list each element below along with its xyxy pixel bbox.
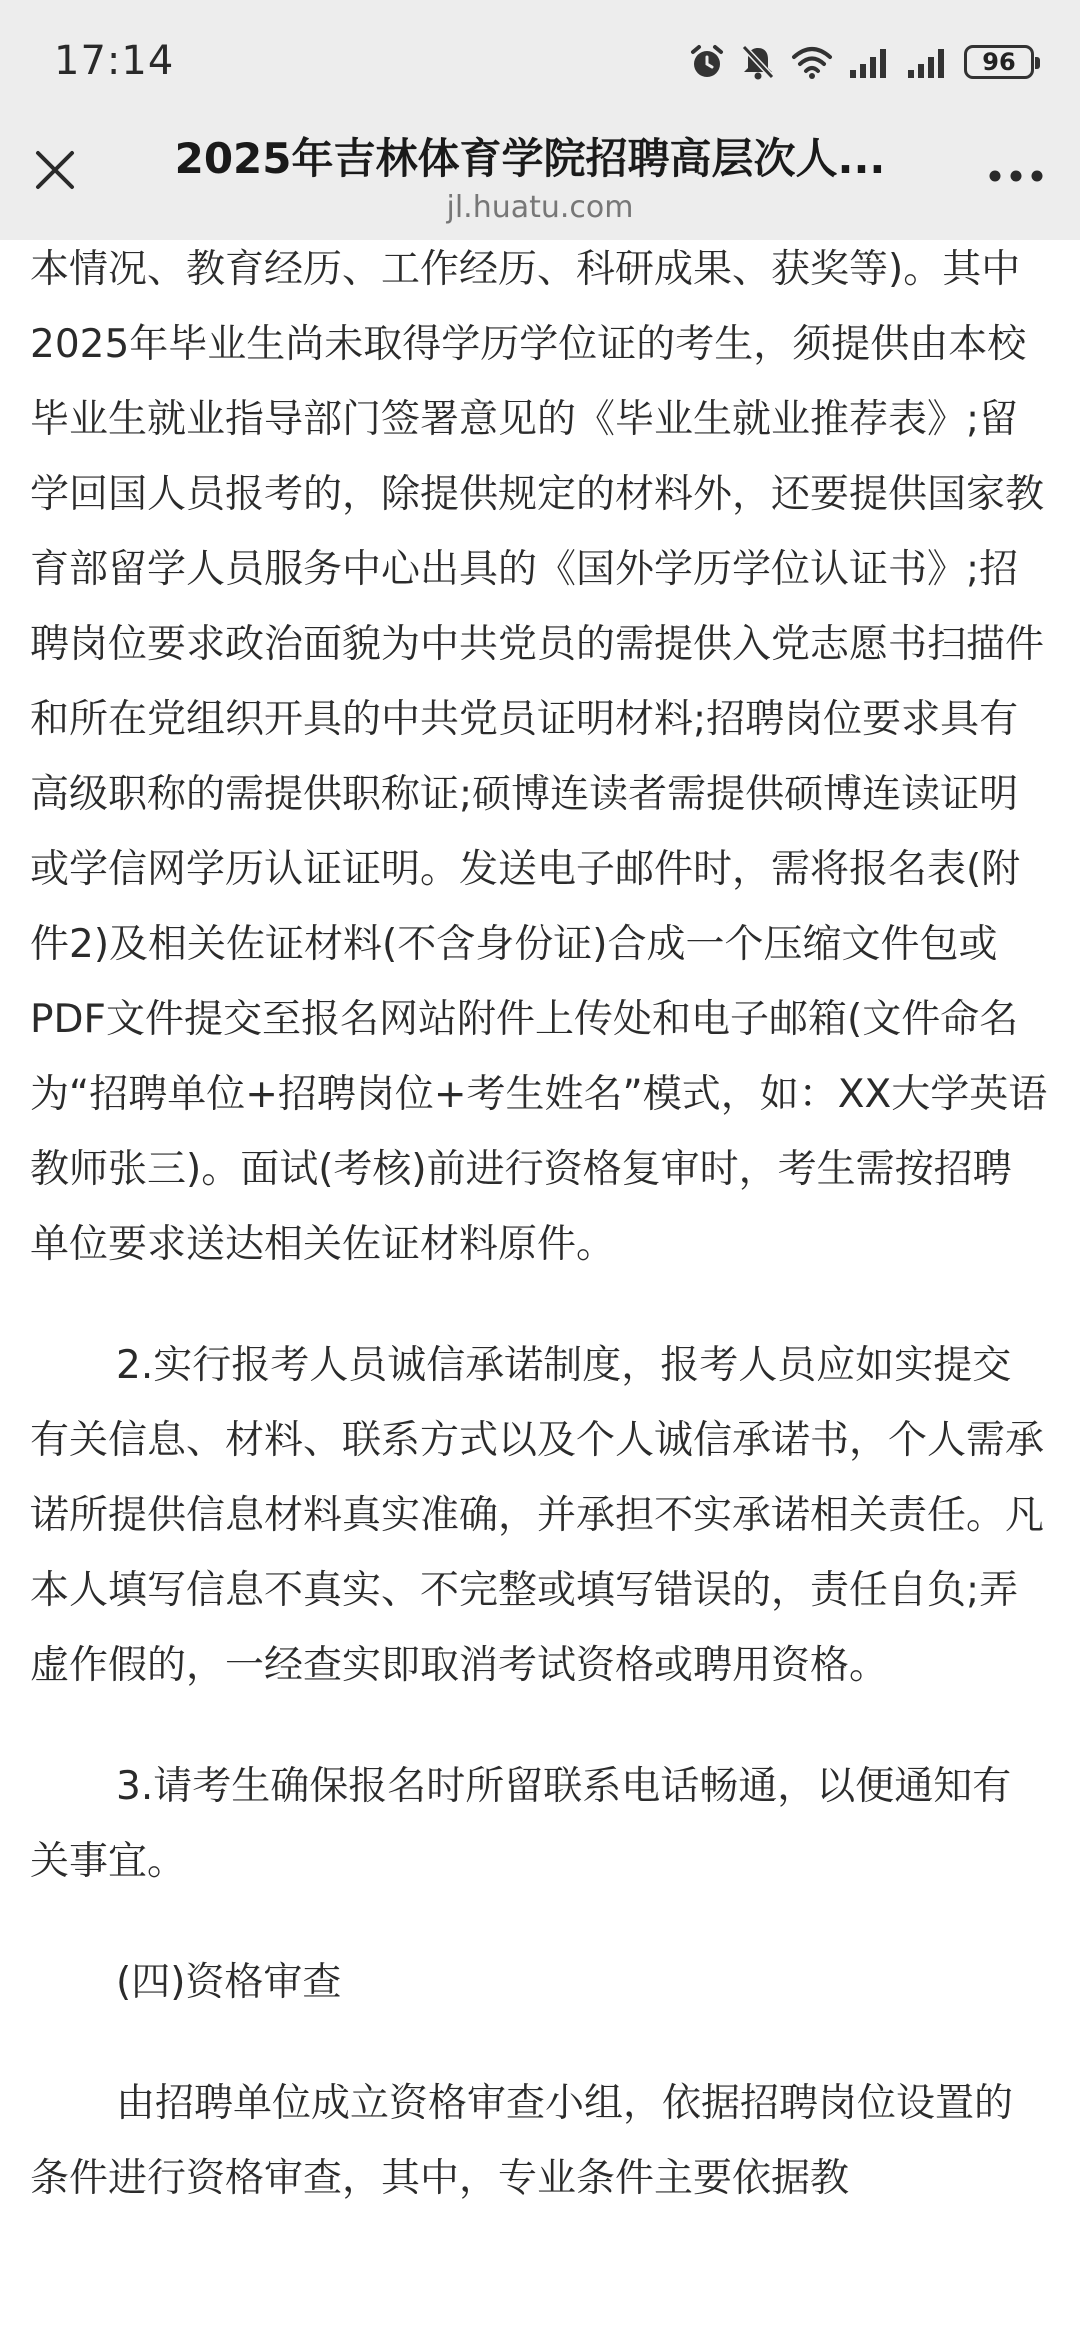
signal-icon-2 xyxy=(906,44,950,80)
paragraph-gap xyxy=(30,2020,1050,2066)
browser-top-bar xyxy=(0,0,1080,240)
status-time: 17:14 xyxy=(54,38,175,84)
paragraph-gap xyxy=(30,1282,1050,1328)
article-body xyxy=(30,240,1050,2216)
article-paragraph-1: 本情况、教育经历、工作经历、科研成果、获奖等)。其中2025年毕业生尚未取得学历学位证的考生，须提供由本校毕业生就业指导部门签署意见的《毕业生就业推荐表》;留学回国人员报考的，除提供规定的材料外，还要提供国家教育部留学人员服务中心出具的《国外学历学位认证书》;招聘岗位要求政治面貌为中共党员的需提供入党志愿书扫描件和所在党组织开具的中共党员证明材料;招聘岗位要求具有高级职称的需提供职称证;硕博连读者需提供硕博连读证明或学信网学历认证证明。发送电子邮件时，需将报名表(附件2)及相关佐证材料(不含身份证)合成一个压缩文件包或PDF文件提交至报名网站附件上传处和电子邮箱(文件命名为“招聘单位+招聘岗位+考生姓名”模式，如：XX大学英语教师张三)。面试(考核)前进行资格复审时，考生需按招聘单位要求送达相关佐证材料原件。 xyxy=(30,247,1048,1267)
paragraph-gap xyxy=(30,1703,1050,1749)
article-paragraph-3: 3.请考生确保报名时所留联系电话畅通，以便通知有关事宜。 xyxy=(30,1764,1012,1884)
paragraph-gap xyxy=(30,1899,1050,1945)
more-menu-button[interactable] xyxy=(988,168,1044,182)
article-paragraph-2: 2.实行报考人员诚信承诺制度，报考人员应如实提交有关信息、材料、联系方式以及个人诚信承诺书，个人需承诺所提供信息材料真实准确，并承担不实承诺相关责任。凡本人填写信息不真实、不完整或填写错误的，责任自负;弄虚作假的，一经查实即取消考试资格或聘用资格。 xyxy=(30,1343,1045,1688)
alarm-icon xyxy=(688,43,726,81)
section-heading: (四)资格审查 xyxy=(116,1960,342,2005)
signal-icon-1 xyxy=(848,44,892,80)
article-paragraph-5: 由招聘单位成立资格审查小组，依据招聘岗位设置的条件进行资格审查，其中，专业条件主要依据教 xyxy=(30,2081,1014,2201)
wifi-icon xyxy=(790,43,834,81)
battery-level: 96 xyxy=(964,45,1034,79)
close-icon xyxy=(30,145,80,195)
close-button[interactable] xyxy=(30,145,80,195)
status-icons xyxy=(674,40,1034,84)
battery-icon xyxy=(964,45,1034,79)
page-title: 2025年吉林体育学院招聘高层次人... xyxy=(174,134,886,183)
mute-icon xyxy=(740,43,776,81)
page-domain: jl.huatu.com xyxy=(446,190,634,225)
more-dots-icon xyxy=(988,169,1044,183)
